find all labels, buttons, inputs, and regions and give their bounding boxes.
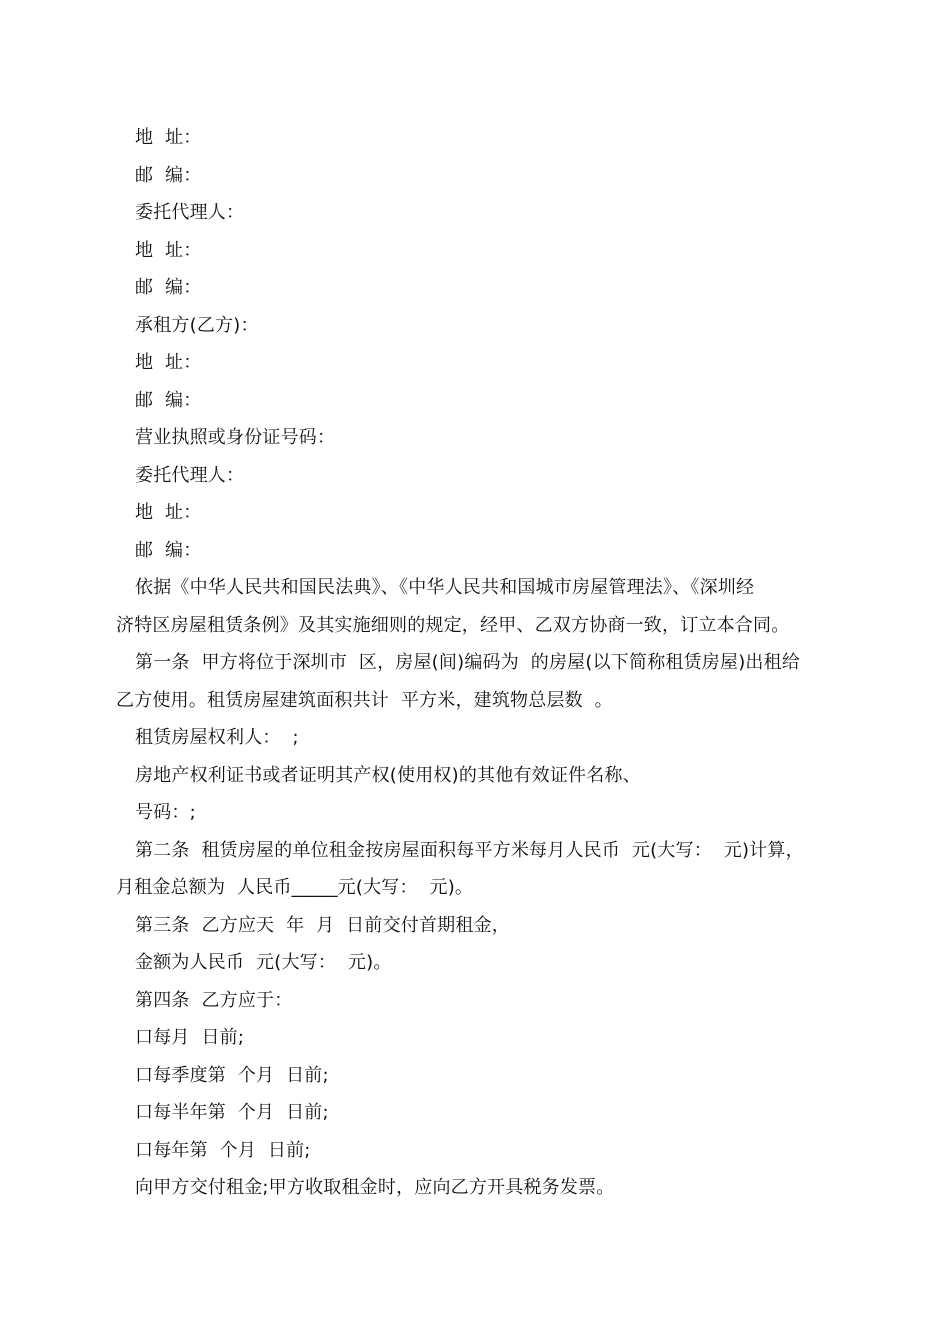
article-2-line-1: 第二条 租赁房屋的单位租金按房屋面积每平方米每月人民币 元(大写： 元)计算， xyxy=(135,839,804,861)
lessor-postcode-line: 邮 编： xyxy=(135,164,202,186)
legal-basis-line-2: 济特区房屋租赁条例》及其实施细则的规定，经甲、乙双方协商一致，订立本合同。 xyxy=(116,614,790,636)
contract-body xyxy=(116,119,836,1207)
lessee-agent-address-line: 地 址： xyxy=(135,502,202,523)
legal-basis-line-1: 依据《中华人民共和国民法典》、《中华人民共和国城市房屋管理法》、《深圳经 xyxy=(135,577,755,598)
lessor-address-line: 地 址： xyxy=(135,127,202,148)
option-monthly-line: 口每月 日前; xyxy=(135,1027,245,1048)
option-half-yearly-line: 口每半年第 个月 日前; xyxy=(135,1102,329,1123)
article-3-line-1: 第三条 乙方应天 年 月 日前交付首期租金， xyxy=(135,914,510,936)
lessee-agent-line: 委托代理人： xyxy=(135,464,245,486)
lessee-license-id-line: 营业执照或身份证号码： xyxy=(135,427,336,448)
article-1-line-2: 乙方使用。租赁房屋建筑面积共计 平方米，建筑物总层数 。 xyxy=(116,689,613,711)
article-4-line: 第四条 乙方应于： xyxy=(135,989,293,1011)
lessee-agent-postcode-line: 邮 编： xyxy=(135,539,202,561)
article-3-line-2: 金额为人民币 元(大写： 元)。 xyxy=(135,952,392,973)
option-quarterly-line: 口每季度第 个月 日前; xyxy=(135,1064,329,1086)
certificate-name-line: 房地产权利证书或者证明其产权(使用权)的其他有效证件名称、 xyxy=(135,764,641,786)
lessor-agent-postcode-line: 邮 编： xyxy=(135,277,202,298)
article-2-line-2: 月租金总额为 人民币_____元(大写： 元)。 xyxy=(116,877,474,898)
lessor-agent-line: 委托代理人： xyxy=(135,202,245,223)
rent-payment-note-line: 向甲方交付租金;甲方收取租金时，应向乙方开具税务发票。 xyxy=(135,1177,615,1198)
lessee-line: 承租方(乙方)： xyxy=(135,314,259,336)
lessee-address-line: 地 址： xyxy=(135,352,202,373)
lessor-agent-address-line: 地 址： xyxy=(135,239,202,261)
option-yearly-line: 口每年第 个月 日前; xyxy=(135,1139,311,1161)
certificate-number-line: 号码：; xyxy=(135,802,196,823)
article-1-line-1: 第一条 甲方将位于深圳市 区，房屋(间)编码为 的房屋(以下简称租赁房屋)出租给 xyxy=(135,652,801,673)
right-holder-line: 租赁房屋权利人： ; xyxy=(135,727,299,748)
lessee-postcode-line: 邮 编： xyxy=(135,389,202,411)
